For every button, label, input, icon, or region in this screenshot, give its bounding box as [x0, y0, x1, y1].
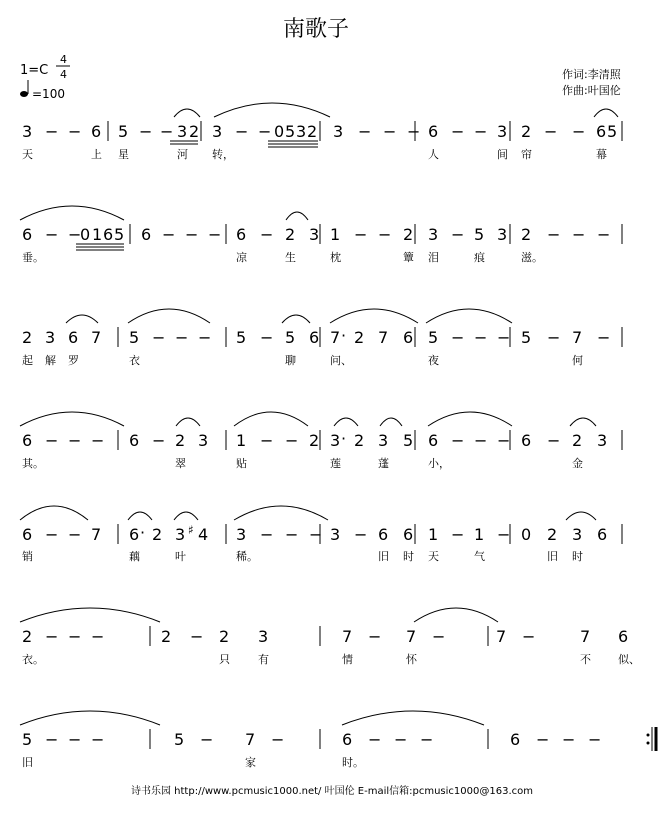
note-glyph: 6 [236, 225, 247, 244]
lyric-syllable: 情 [342, 653, 353, 666]
note-glyph: − [432, 627, 446, 646]
note-glyph: 6 [521, 431, 532, 450]
note-glyph: 6 [91, 122, 102, 141]
lyric-syllable: 滋。 [521, 251, 543, 264]
score-system [20, 412, 622, 470]
note-glyph: − [354, 525, 368, 544]
lyric-syllable: 人 [428, 148, 439, 161]
note-glyph: 2 [354, 328, 365, 347]
note-glyph: ♯ [188, 523, 194, 537]
lyric-syllable: 贴 [236, 457, 247, 470]
note-glyph: 7 [580, 627, 591, 646]
lyric-syllable: 家 [245, 756, 256, 769]
note-glyph: − [497, 431, 511, 450]
note-glyph: − [200, 730, 214, 749]
note-glyph: 6 [378, 525, 389, 544]
slur-arc [426, 309, 512, 323]
note-glyph: 5 [118, 122, 129, 141]
note-glyph: 6 [342, 730, 353, 749]
lyric-syllable: 叶 [175, 550, 186, 563]
note-glyph: − [572, 225, 586, 244]
lyric-syllable: 藕 [129, 550, 140, 563]
note-glyph: 7 [342, 627, 353, 646]
quarter-note-icon [20, 80, 28, 97]
note-glyph: − [588, 730, 602, 749]
note-glyph: 1 [236, 431, 247, 450]
note-glyph: 3 [597, 431, 608, 450]
lyric-syllable: 其。 [22, 457, 44, 470]
note-glyph: − [235, 122, 249, 141]
note-glyph: 5 [114, 225, 125, 244]
note-glyph: − [68, 730, 82, 749]
note-glyph: 3 [497, 122, 508, 141]
note-glyph: − [68, 525, 82, 544]
note-glyph: 6 [141, 225, 152, 244]
note-glyph: 5 [607, 122, 618, 141]
lyric-syllable: 旧 [378, 550, 389, 563]
note-glyph: − [260, 328, 274, 347]
note-glyph: − [68, 627, 82, 646]
note-glyph: − [45, 431, 59, 450]
lyric-syllable: 怀 [406, 653, 417, 666]
note-glyph: − [91, 730, 105, 749]
note-glyph: − [285, 431, 299, 450]
lyric-syllable: 泪 [428, 251, 439, 264]
note-glyph: 6 [22, 431, 33, 450]
lyric-syllable: 簟 [403, 251, 414, 264]
note-glyph: 3 [22, 122, 33, 141]
note-glyph: 2 [152, 525, 163, 544]
note-glyph: − [68, 122, 82, 141]
note-glyph: 2 [572, 431, 583, 450]
note-glyph: 3 [198, 431, 209, 450]
note-glyph: − [45, 525, 59, 544]
note-glyph: 6 [309, 328, 320, 347]
lyric-syllable: 旧 [22, 756, 33, 769]
note-glyph: 6 [428, 122, 439, 141]
lyric-syllable: 气 [474, 550, 485, 563]
lyric-syllable: 有 [258, 653, 269, 666]
lyric-syllable: 时 [572, 550, 583, 563]
note-glyph: − [451, 122, 465, 141]
note-glyph: − [260, 431, 274, 450]
note-glyph: − [271, 730, 285, 749]
note-glyph: 5 [285, 122, 296, 141]
note-glyph: − [597, 328, 611, 347]
lyric-syllable: 翠 [175, 457, 186, 470]
note-glyph: − [544, 122, 558, 141]
slur-arc [176, 418, 200, 426]
lyric-syllable: 时 [403, 550, 414, 563]
note-glyph: 5 [428, 328, 439, 347]
note-glyph: − [474, 122, 488, 141]
slur-arc [20, 506, 88, 520]
note-glyph: − [394, 730, 408, 749]
note-glyph: − [198, 328, 212, 347]
note-glyph: 3 [428, 225, 439, 244]
note-glyph: 6 [510, 730, 521, 749]
slur-arc [20, 412, 124, 426]
slur-arc [380, 418, 402, 426]
lyric-syllable: 旧 [547, 550, 558, 563]
slur-arc [594, 109, 618, 117]
note-glyph: 1 [428, 525, 439, 544]
note-glyph: 6 [22, 525, 33, 544]
note-glyph: − [497, 525, 511, 544]
slur-arc [566, 512, 596, 520]
note-glyph: − [45, 730, 59, 749]
slur-arc [20, 206, 124, 220]
note-glyph: 0 [274, 122, 285, 141]
note-glyph: 6 [129, 431, 140, 450]
lyric-syllable: 衣。 [22, 653, 44, 666]
lyric-syllable: 蓬 [378, 457, 389, 470]
lyric-syllable: 金 [572, 457, 583, 470]
note-glyph: 6 [403, 328, 414, 347]
lyric-syllable: 稀。 [236, 550, 258, 563]
score-system [20, 711, 601, 769]
note-glyph: 6 [22, 225, 33, 244]
note-glyph: 1 [474, 525, 485, 544]
note-glyph: − [547, 328, 561, 347]
note-glyph: − [474, 328, 488, 347]
lyric-syllable: 夜 [428, 354, 439, 367]
slur-arc [174, 512, 198, 520]
note-glyph: 6 [68, 328, 79, 347]
lyric-syllable: 衣 [129, 354, 140, 367]
lyric-syllable: 只 [219, 653, 230, 666]
slur-arc [20, 711, 160, 725]
note-glyph: · [341, 429, 347, 448]
song-title: 南歌子 [282, 17, 350, 42]
note-glyph: 2 [547, 525, 558, 544]
note-glyph: − [547, 431, 561, 450]
note-glyph: 2 [22, 328, 33, 347]
score-system [20, 206, 622, 264]
lyric-syllable: 垂。 [22, 251, 44, 264]
note-glyph: − [309, 525, 323, 544]
note-glyph: − [285, 525, 299, 544]
lyric-syllable: 似、 [618, 653, 640, 666]
lyric-syllable: 问、 [330, 354, 352, 367]
lyric-syllable: 解 [45, 354, 56, 367]
note-glyph: − [68, 225, 82, 244]
note-glyph: − [354, 225, 368, 244]
note-glyph: − [160, 122, 174, 141]
footer-credits: 诗书乐园 http://www.pcmusic1000.net/ 叶国伦 E-mail信箱:pcmusic1000@163.com [131, 786, 533, 797]
slur-arc [128, 309, 210, 323]
slur-arc [330, 309, 418, 323]
slur-arc [234, 412, 308, 426]
lyric-syllable: 起 [22, 354, 33, 367]
lyric-syllable: 河 [177, 148, 188, 161]
note-glyph: 2 [307, 122, 318, 141]
note-glyph: − [358, 122, 372, 141]
note-glyph: 2 [309, 431, 320, 450]
note-glyph: · [341, 326, 347, 345]
note-glyph: − [368, 627, 382, 646]
score-systems [20, 103, 656, 769]
note-glyph: 0 [521, 525, 532, 544]
lyric-syllable: 星 [118, 148, 129, 161]
note-glyph: · [140, 523, 146, 542]
lyric-syllable: 凉 [236, 251, 247, 264]
note-glyph: 7 [496, 627, 507, 646]
note-glyph: 2 [285, 225, 296, 244]
note-glyph: − [152, 431, 166, 450]
note-glyph: 3 [236, 525, 247, 544]
note-glyph: 3 [258, 627, 269, 646]
note-glyph: 3 [378, 431, 389, 450]
note-glyph: 5 [236, 328, 247, 347]
lyric-syllable: 聊 [285, 354, 296, 367]
note-glyph: 3 [212, 122, 223, 141]
note-glyph: − [91, 627, 105, 646]
note-glyph: − [522, 627, 536, 646]
note-glyph: 5 [129, 328, 140, 347]
note-glyph: − [572, 122, 586, 141]
note-glyph: 0 [80, 225, 91, 244]
note-glyph: − [45, 627, 59, 646]
note-glyph: − [152, 328, 166, 347]
note-glyph: − [420, 730, 434, 749]
note-glyph: 3 [497, 225, 508, 244]
score-system [20, 608, 640, 666]
lyric-syllable: 上 [91, 148, 102, 161]
note-glyph: − [45, 225, 59, 244]
note-glyph: 2 [521, 122, 532, 141]
lyric-syllable: 生 [285, 251, 296, 264]
note-glyph: 5 [403, 431, 414, 450]
note-glyph: − [258, 122, 272, 141]
note-glyph: − [190, 627, 204, 646]
note-glyph: 3 [175, 525, 186, 544]
note-glyph: 2 [161, 627, 172, 646]
note-glyph: − [547, 225, 561, 244]
slur-arc [128, 512, 152, 520]
note-glyph: 6 [428, 431, 439, 450]
note-glyph: 7 [330, 328, 341, 347]
lyric-syllable: 天 [22, 148, 33, 161]
lyric-syllable: 时。 [342, 756, 364, 769]
note-glyph: 2 [219, 627, 230, 646]
note-glyph: 2 [175, 431, 186, 450]
note-glyph: 7 [91, 525, 102, 544]
note-glyph: 7 [91, 328, 102, 347]
slur-arc [428, 412, 512, 426]
lyric-syllable: 痕 [474, 251, 485, 264]
note-glyph: − [597, 225, 611, 244]
note-glyph: 2 [354, 431, 365, 450]
note-glyph: 3 [296, 122, 307, 141]
note-glyph: − [139, 122, 153, 141]
note-glyph: 6 [597, 525, 608, 544]
slur-arc [66, 315, 98, 323]
lyric-syllable: 莲 [330, 457, 341, 470]
slur-arc [214, 103, 330, 117]
note-glyph: − [451, 328, 465, 347]
note-glyph: − [368, 730, 382, 749]
slur-arc [234, 506, 328, 520]
time-signature-top: 4 [60, 53, 67, 66]
slur-arc [20, 608, 160, 622]
note-glyph: 6 [103, 225, 114, 244]
note-glyph: 4 [198, 525, 209, 544]
lyric-syllable: 帘 [521, 148, 532, 161]
slur-arc [282, 315, 310, 323]
note-glyph: 5 [285, 328, 296, 347]
note-glyph: 3 [333, 122, 344, 141]
note-glyph: − [474, 431, 488, 450]
note-glyph: − [407, 122, 421, 141]
lyric-syllable: 销 [22, 550, 33, 563]
key-signature: 1=C [20, 63, 49, 78]
note-glyph: 6 [618, 627, 629, 646]
note-glyph: − [536, 730, 550, 749]
note-glyph: 5 [521, 328, 532, 347]
note-glyph: − [451, 225, 465, 244]
lyric-syllable: 转， [212, 148, 234, 161]
note-glyph: 3 [177, 122, 188, 141]
note-glyph: − [497, 328, 511, 347]
lyric-syllable: 不 [580, 653, 591, 666]
note-glyph: − [68, 431, 82, 450]
note-glyph: 2 [521, 225, 532, 244]
lyric-syllable: 罗 [68, 354, 79, 367]
note-glyph: 6 [596, 122, 607, 141]
note-glyph: 3 [309, 225, 320, 244]
note-glyph: 7 [245, 730, 256, 749]
slur-arc [414, 608, 498, 622]
note-glyph: − [260, 525, 274, 544]
note-glyph: − [45, 122, 59, 141]
lyricist-credit: 作词:李清照 [562, 68, 621, 81]
note-glyph: 3 [572, 525, 583, 544]
note-glyph: 2 [189, 122, 200, 141]
score-system [20, 506, 622, 563]
note-glyph: 5 [474, 225, 485, 244]
lyric-syllable: 枕 [330, 251, 341, 264]
note-glyph: 2 [403, 225, 414, 244]
note-glyph: 7 [406, 627, 417, 646]
lyric-syllable: 何 [572, 354, 583, 367]
note-glyph: − [383, 122, 397, 141]
note-glyph: − [162, 225, 176, 244]
note-glyph: − [378, 225, 392, 244]
note-glyph: − [208, 225, 222, 244]
note-glyph: 1 [330, 225, 341, 244]
note-glyph: − [562, 730, 576, 749]
time-signature-bottom: 4 [60, 68, 67, 81]
lyric-syllable: 间 [497, 148, 508, 161]
tempo-marking: =100 [32, 87, 65, 101]
slur-arc [286, 212, 308, 220]
note-glyph: 5 [174, 730, 185, 749]
note-glyph: 7 [378, 328, 389, 347]
slur-arc [334, 418, 358, 426]
note-glyph: 6 [129, 525, 140, 544]
note-glyph: − [451, 431, 465, 450]
note-glyph: 7 [572, 328, 583, 347]
lyric-syllable: 小， [428, 457, 450, 470]
score-system [22, 309, 622, 367]
note-glyph: 5 [22, 730, 33, 749]
note-glyph: − [91, 431, 105, 450]
note-glyph: − [451, 525, 465, 544]
note-glyph: − [260, 225, 274, 244]
composer-credit: 作曲:叶国伦 [562, 84, 621, 97]
note-glyph: 2 [22, 627, 33, 646]
final-repeat-bar [647, 727, 657, 751]
lyric-syllable: 幕 [596, 148, 607, 161]
note-glyph: − [175, 328, 189, 347]
slur-arc [174, 109, 200, 117]
note-glyph: 3 [45, 328, 56, 347]
slur-arc [570, 418, 596, 426]
note-glyph: − [185, 225, 199, 244]
note-glyph: 1 [92, 225, 103, 244]
note-glyph: 3 [330, 431, 341, 450]
lyric-syllable: 天 [428, 550, 439, 563]
score-system [22, 103, 622, 161]
slur-arc [342, 711, 484, 725]
note-glyph: 6 [403, 525, 414, 544]
note-glyph: 3 [330, 525, 341, 544]
